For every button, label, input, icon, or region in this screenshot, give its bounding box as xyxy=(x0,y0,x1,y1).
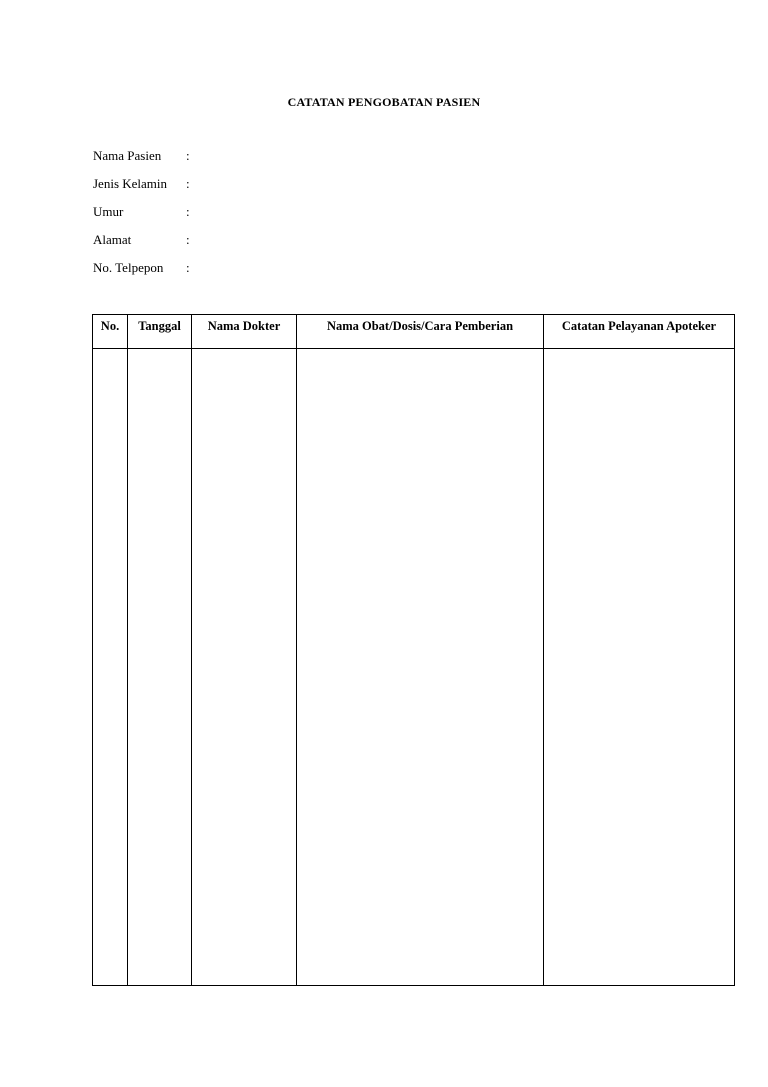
cell-pharmacist-notes xyxy=(544,349,735,986)
field-label: No. Telpepon xyxy=(93,260,164,275)
field-label: Umur xyxy=(93,204,124,219)
cell-no xyxy=(93,349,128,986)
patient-address-field xyxy=(93,232,190,260)
field-label: Jenis Kelamin xyxy=(93,176,168,191)
document-title: CATATAN PENGOBATAN PASIEN xyxy=(287,95,481,109)
patient-age-field xyxy=(93,204,190,232)
patient-info-fields xyxy=(93,148,190,288)
cell-medication xyxy=(297,349,544,986)
field-separator: : xyxy=(186,204,190,219)
header-pharmacist-notes: Catatan Pelayanan Apoteker xyxy=(544,315,735,349)
medication-record-table xyxy=(92,314,735,986)
field-label: Nama Pasien xyxy=(93,148,162,163)
field-separator: : xyxy=(186,148,190,163)
header-date: Tanggal xyxy=(128,315,192,349)
cell-date xyxy=(128,349,192,986)
field-separator: : xyxy=(186,176,190,191)
header-medication: Nama Obat/Dosis/Cara Pemberian xyxy=(297,315,544,349)
field-separator: : xyxy=(186,232,190,247)
table-row xyxy=(93,349,735,986)
patient-name-field xyxy=(93,148,190,176)
header-doctor-name: Nama Dokter xyxy=(192,315,297,349)
cell-doctor-name xyxy=(192,349,297,986)
field-separator: : xyxy=(186,260,190,275)
field-label: Alamat xyxy=(93,232,132,247)
patient-gender-field xyxy=(93,176,190,204)
header-no: No. xyxy=(93,315,128,349)
table-header-row xyxy=(93,315,735,349)
patient-phone-field xyxy=(93,260,190,288)
